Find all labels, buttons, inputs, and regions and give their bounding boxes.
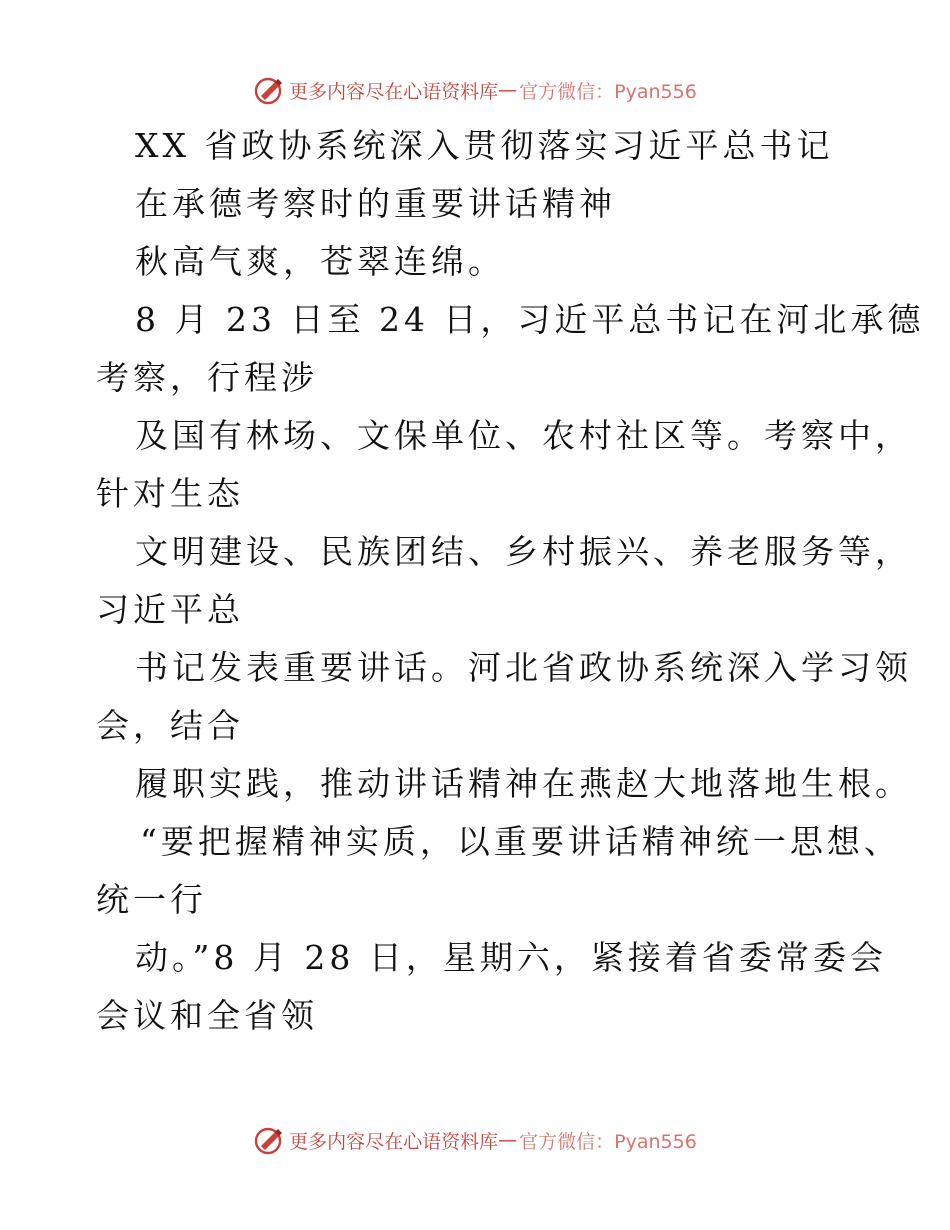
doc-paragraph-line: 会议和全省领 (96, 996, 318, 1035)
doc-paragraph-line: 考察，行程涉 (96, 358, 318, 397)
doc-title-line-1: XX 省政协系统深入贯彻落实习近平总书记 (135, 126, 834, 165)
pen-logo-icon (253, 74, 285, 106)
header-watermark (0, 70, 950, 110)
doc-paragraph-line: 习近平总 (96, 590, 244, 629)
doc-paragraph-line: 针对生态 (96, 474, 244, 513)
watermark-site-text: 更多内容尽在心语资料库 (289, 1130, 499, 1153)
doc-paragraph-line: 文明建设、民族团结、乡村振兴、养老服务等， (135, 532, 912, 571)
doc-paragraph-line: 书记发表重要讲话。河北省政协系统深入学习领 (135, 648, 912, 687)
watermark-site-text: 更多内容尽在心语资料库 (289, 80, 499, 103)
doc-paragraph-line: 会，结合 (96, 706, 244, 745)
doc-paragraph-line: “要把握精神实质，以重要讲话精神统一思想、 (140, 822, 901, 861)
watermark-wechat-text: 官方微信：Pyan556 (519, 80, 697, 103)
watermark-dash: — (498, 79, 518, 101)
doc-paragraph-line: 履职实践，推动讲话精神在燕赵大地落地生根。 (135, 764, 912, 803)
doc-paragraph-line: 及国有林场、文保单位、农村社区等。考察中， (135, 416, 912, 455)
document-body (0, 117, 950, 1045)
watermark-dash: — (498, 1129, 518, 1151)
doc-paragraph-line: 统一行 (96, 880, 207, 919)
doc-title-line-2: 在承德考察时的重要讲话精神 (135, 184, 616, 223)
footer-watermark (0, 1120, 950, 1160)
doc-paragraph-line: 秋高气爽，苍翠连绵。 (135, 242, 505, 281)
watermark-wechat-text: 官方微信：Pyan556 (519, 1130, 697, 1153)
pen-logo-icon (253, 1124, 285, 1156)
doc-paragraph-line: 动。”8 月 28 日，星期六，紧接着省委常委会 (135, 938, 887, 977)
doc-paragraph-line: 8 月 23 日至 24 日，习近平总书记在河北承德 (135, 300, 925, 339)
